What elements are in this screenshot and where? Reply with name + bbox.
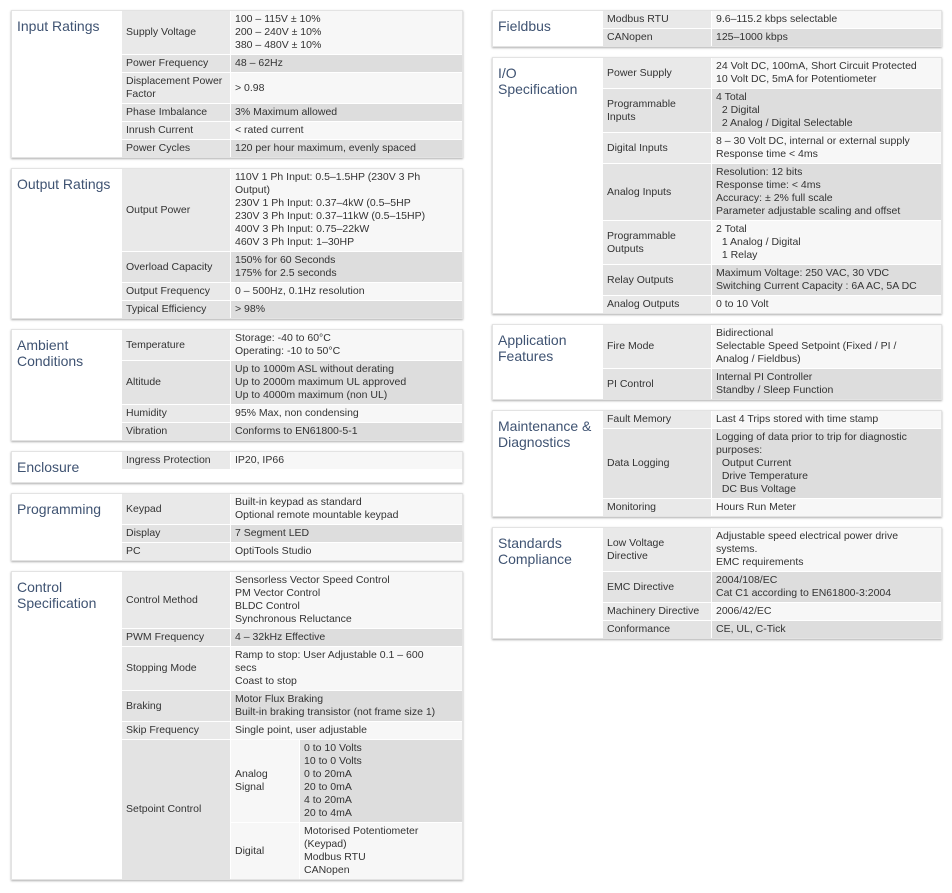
spec-value: [300, 740, 462, 822]
spec-row: [603, 528, 941, 571]
spec-value-line: EMC requirements: [716, 556, 804, 568]
spec-label: Programmable Outputs: [603, 221, 711, 264]
spec-value-line: 110V 1 Ph Input: 0.5–1.5HP (230V 3 Ph: [235, 171, 421, 183]
section-body: [122, 572, 462, 879]
spec-value-line: DC Bus Voltage: [716, 483, 796, 495]
spec-label: Monitoring: [603, 499, 711, 516]
spec-sub-label: Analog Signal: [231, 740, 299, 822]
spec-value-line: Cat C1 according to EN61800-3:2004: [716, 587, 892, 599]
spec-row: [122, 740, 462, 879]
spec-label: Fire Mode: [603, 325, 711, 368]
spec-row: [122, 283, 462, 300]
spec-value-line: 4 Total: [716, 91, 747, 103]
spec-value-line: IP20, IP66: [235, 454, 285, 466]
spec-value-line: Ramp to stop: User Adjustable 0.1 – 600: [235, 649, 424, 661]
spec-value-line: Modbus RTU: [304, 851, 366, 863]
spec-value-line: > 0.98: [235, 81, 265, 94]
spec-value: [712, 29, 941, 46]
spec-label: Setpoint Control: [122, 740, 230, 879]
spec-value-line: Up to 2000m maximum UL approved: [235, 376, 407, 388]
spec-value-line: Single point, user adjustable: [235, 724, 367, 736]
spec-value-line: Analog / Fieldbus): [716, 353, 801, 365]
spec-value-line: (Keypad): [304, 838, 347, 850]
spec-row: [603, 429, 941, 498]
section-body: [122, 330, 462, 440]
spec-row: [603, 296, 941, 313]
spec-value-line: 4 – 32kHz Effective: [235, 631, 326, 643]
spec-label: Analog Inputs: [603, 164, 711, 220]
spec-row: [122, 252, 462, 282]
spec-value-line: Drive Temperature: [716, 470, 809, 482]
spec-value-line: Accuracy: ± 2% full scale: [716, 192, 833, 204]
spec-value: [231, 525, 462, 542]
section-body: [603, 528, 941, 638]
spec-label: Control Method: [122, 572, 230, 628]
section-application-features: [492, 324, 942, 400]
section-title: Output Ratings: [17, 176, 111, 192]
spec-row: [603, 221, 941, 264]
spec-value: [712, 528, 941, 571]
spec-value-line: Selectable Speed Setpoint (Fixed / PI /: [716, 340, 897, 352]
spec-row: [122, 55, 462, 72]
spec-value-line: OptiTools Studio: [235, 545, 312, 557]
spec-row: [122, 11, 462, 54]
spec-value-line: 0 to 10 Volt: [716, 298, 769, 310]
spec-value: [231, 494, 462, 524]
spec-row: [122, 543, 462, 560]
spec-label: Phase Imbalance: [122, 104, 230, 121]
spec-value-line: 230V 3 Ph Input: 0.37–11kW (0.5–15HP): [235, 210, 426, 222]
spec-label: Temperature: [122, 330, 230, 360]
spec-value: [231, 647, 462, 690]
spec-value-line: 125–1000 kbps: [716, 31, 788, 43]
spec-label: Typical Efficiency: [122, 301, 230, 318]
spec-label: Power Frequency: [122, 55, 230, 72]
section-title: I/O Specification: [498, 65, 578, 97]
spec-value-line: Logging of data prior to trip for diagnostic: [716, 431, 907, 443]
spec-label: Analog Outputs: [603, 296, 711, 313]
spec-label: Inrush Current: [122, 122, 230, 139]
spec-value-line: 3% Maximum allowed: [235, 106, 338, 118]
spec-row: [122, 525, 462, 542]
section-programming: [11, 493, 463, 561]
spec-label: PWM Frequency: [122, 629, 230, 646]
spec-value-line: 20 to 4mA: [304, 807, 352, 819]
section-fieldbus: [492, 10, 942, 47]
spec-row: [603, 621, 941, 638]
spec-row: [603, 265, 941, 295]
section-title: Input Ratings: [17, 18, 100, 34]
spec-value: [231, 452, 462, 469]
spec-value-line: 95% Max, non condensing: [235, 407, 359, 419]
section-io-specification: [492, 57, 942, 314]
spec-row: [603, 603, 941, 620]
spec-value-line: CE, UL, C-Tick: [716, 623, 786, 635]
section-body: [122, 169, 462, 318]
spec-value-line: Output): [235, 184, 271, 196]
spec-value: [231, 301, 462, 318]
spec-label: Output Frequency: [122, 283, 230, 300]
section-output-ratings: [11, 168, 463, 319]
spec-label: Overload Capacity: [122, 252, 230, 282]
spec-row: [603, 58, 941, 88]
spec-value: [231, 122, 462, 139]
spec-row: [122, 361, 462, 404]
spec-value-line: Output Current: [716, 457, 792, 469]
section-body: [122, 494, 462, 560]
spec-label: Stopping Mode: [122, 647, 230, 690]
spec-label: Low Voltage Directive: [603, 528, 711, 571]
spec-value-line: Motor Flux Braking: [235, 693, 324, 705]
spec-label: Vibration: [122, 423, 230, 440]
spec-row: [122, 572, 462, 628]
section-title: Fieldbus: [498, 18, 551, 34]
spec-value-line: Up to 4000m maximum (non UL): [235, 389, 388, 401]
spec-value-line: Storage: -40 to 60°C: [235, 332, 331, 344]
spec-value-line: Resolution: 12 bits: [716, 166, 803, 178]
spec-value: [231, 423, 462, 440]
spec-value: [231, 361, 462, 404]
spec-value: [231, 169, 462, 251]
spec-value-line: 150% for 60 Seconds: [235, 254, 336, 266]
spec-value-line: 2 Analog / Digital Selectable: [716, 117, 853, 129]
spec-value-line: > 98%: [235, 303, 266, 315]
right-spec-column: [492, 10, 942, 649]
spec-value-line: Built-in braking transistor (not frame size 1): [235, 706, 436, 718]
spec-row: [122, 73, 462, 103]
section-body: [603, 11, 941, 46]
spec-value: [712, 411, 941, 428]
spec-value: [231, 73, 462, 103]
spec-value: [712, 325, 941, 368]
spec-label: Ingress Protection: [122, 452, 230, 469]
spec-row: [603, 29, 941, 46]
spec-label: Braking: [122, 691, 230, 721]
spec-label: Fault Memory: [603, 411, 711, 428]
section-body: [122, 11, 462, 157]
spec-value: [712, 621, 941, 638]
spec-value-line: Sensorless Vector Speed Control: [235, 574, 390, 586]
spec-label: PI Control: [603, 369, 711, 399]
spec-value: [712, 265, 941, 295]
section-standards-compliance: [492, 527, 942, 639]
spec-label: Displacement Power Factor: [122, 73, 230, 103]
spec-row: [122, 629, 462, 646]
spec-sub-row: [231, 740, 462, 822]
spec-value: [231, 543, 462, 560]
spec-value: [231, 405, 462, 422]
spec-row: [122, 140, 462, 157]
spec-value-line: Coast to stop: [235, 675, 297, 687]
spec-value-line: 7 Segment LED: [235, 527, 310, 539]
spec-value-line: Conforms to EN61800-5-1: [235, 425, 358, 437]
spec-row: [603, 89, 941, 132]
section-ambient-conditions: [11, 329, 463, 441]
section-input-ratings: [11, 10, 463, 158]
spec-label: Keypad: [122, 494, 230, 524]
spec-value-line: 9.6–115.2 kbps selectable: [716, 13, 838, 25]
spec-value-line: 230V 1 Ph Input: 0.37–4kW (0.5–5HP: [235, 197, 411, 209]
spec-label: Relay Outputs: [603, 265, 711, 295]
spec-value-line: 120 per hour maximum, evenly spaced: [235, 142, 416, 154]
spec-value-line: 2 Total: [716, 223, 747, 235]
spec-value-line: 200 – 240V ± 10%: [235, 26, 322, 38]
spec-row: [603, 164, 941, 220]
spec-value-line: Synchronous Reluctance: [235, 613, 352, 625]
spec-row: [603, 572, 941, 602]
spec-label: CANopen: [603, 29, 711, 46]
spec-row: [122, 122, 462, 139]
spec-value-line: PM Vector Control: [235, 587, 321, 599]
section-title: Maintenance & Diagnostics: [498, 418, 592, 450]
spec-value-line: 2004/108/EC: [716, 574, 778, 586]
spec-value-line: 10 Volt DC, 5mA for Potentiometer: [716, 73, 877, 85]
spec-value-line: BLDC Control: [235, 600, 300, 612]
section-body: [122, 452, 462, 482]
spec-row: [603, 369, 941, 399]
spec-value: [231, 11, 462, 54]
spec-label: Skip Frequency: [122, 722, 230, 739]
spec-value-line: 0 to 10 Volts: [304, 742, 362, 754]
spec-row: [122, 691, 462, 721]
spec-value: [712, 221, 941, 264]
spec-value-line: 100 – 115V ± 10%: [235, 13, 321, 25]
spec-value-line: 1 Analog / Digital: [716, 236, 801, 248]
spec-value-line: Maximum Voltage: 250 VAC, 30 VDC: [716, 267, 890, 279]
spec-row: [603, 411, 941, 428]
spec-label: Digital Inputs: [603, 133, 711, 163]
spec-row: [122, 494, 462, 524]
spec-sub-table: [231, 740, 462, 879]
spec-value: [712, 11, 941, 28]
spec-value-line: 24 Volt DC, 100mA, Short Circuit Protected: [716, 60, 917, 72]
spec-value: [231, 104, 462, 121]
spec-value: [712, 369, 941, 399]
spec-value: [231, 283, 462, 300]
spec-value: [231, 691, 462, 721]
section-enclosure: [11, 451, 463, 483]
spec-label: Altitude: [122, 361, 230, 404]
spec-label: Output Power: [122, 169, 230, 251]
spec-value: [712, 58, 941, 88]
spec-value-line: CANopen: [304, 864, 350, 876]
spec-value: [712, 499, 941, 516]
spec-value-line: 0 to 20mA: [304, 768, 352, 780]
spec-value: [231, 629, 462, 646]
section-body: [603, 411, 941, 516]
spec-label: Power Cycles: [122, 140, 230, 157]
spec-value: [712, 296, 941, 313]
spec-value-line: 460V 3 Ph Input: 1–30HP: [235, 236, 355, 248]
spec-label: Data Logging: [603, 429, 711, 498]
spec-label: Supply Voltage: [122, 11, 230, 54]
section-title: Application Features: [498, 332, 567, 364]
spec-label: Power Supply: [603, 58, 711, 88]
spec-value-line: Switching Current Capacity : 6A AC, 5A DC: [716, 280, 917, 292]
spec-row: [122, 330, 462, 360]
section-title: Standards Compliance: [498, 535, 572, 567]
spec-value-line: Parameter adjustable scaling and offset: [716, 205, 901, 217]
spec-row: [122, 104, 462, 121]
spec-value-line: Up to 1000m ASL without derating: [235, 363, 394, 375]
spec-value-line: 48 – 62Hz: [235, 57, 283, 69]
spec-value: [231, 252, 462, 282]
spec-row: [122, 405, 462, 422]
spec-value-line: systems.: [716, 543, 758, 555]
spec-row: [603, 499, 941, 516]
spec-label: Humidity: [122, 405, 230, 422]
spec-sub-label: Digital: [231, 823, 299, 879]
section-title: Programming: [17, 501, 102, 517]
spec-value-line: Standby / Sleep Function: [716, 384, 834, 396]
spec-row: [603, 325, 941, 368]
spec-value-line: Response time: < 4ms: [716, 179, 821, 191]
spec-value: [300, 823, 462, 879]
spec-value-line: Adjustable speed electrical power drive: [716, 530, 899, 542]
spec-value: [231, 330, 462, 360]
spec-value-line: Hours Run Meter: [716, 501, 796, 513]
spec-value-line: 1 Relay: [716, 249, 758, 261]
spec-value-line: Last 4 Trips stored with time stamp: [716, 413, 879, 425]
spec-label: PC: [122, 543, 230, 560]
spec-value-line: < rated current: [235, 124, 304, 136]
spec-row: [122, 301, 462, 318]
spec-value: [712, 572, 941, 602]
spec-value-line: Operating: -10 to 50°C: [235, 345, 341, 357]
spec-value: [231, 140, 462, 157]
spec-value-line: Response time < 4ms: [716, 148, 818, 160]
left-spec-column: [11, 10, 463, 890]
spec-row: [603, 11, 941, 28]
section-title: Control Specification: [17, 579, 97, 611]
spec-value-line: purposes:: [716, 444, 763, 456]
spec-label: Display: [122, 525, 230, 542]
spec-value-line: 2 Digital: [716, 104, 760, 116]
spec-row: [122, 722, 462, 739]
spec-row: [122, 169, 462, 251]
section-control-specification: [11, 571, 463, 880]
spec-row: [122, 647, 462, 690]
spec-sub-row: [231, 823, 462, 879]
spec-value-line: secs: [235, 662, 257, 674]
section-title: Enclosure: [17, 459, 80, 475]
spec-value-line: 20 to 0mA: [304, 781, 352, 793]
section-body: [603, 58, 941, 313]
spec-row: [122, 452, 462, 469]
spec-label: Programmable Inputs: [603, 89, 711, 132]
spec-value-line: Internal PI Controller: [716, 371, 813, 383]
spec-value-line: 8 – 30 Volt DC, internal or external supply: [716, 135, 910, 147]
spec-label: Machinery Directive: [603, 603, 711, 620]
spec-value-line: Motorised Potentiometer: [304, 825, 419, 837]
spec-value: [231, 722, 462, 739]
spec-value-line: 0 – 500Hz, 0.1Hz resolution: [235, 285, 365, 297]
spec-value: [712, 164, 941, 220]
spec-label: Modbus RTU: [603, 11, 711, 28]
spec-label: Conformance: [603, 621, 711, 638]
spec-value-line: 2006/42/EC: [716, 605, 772, 617]
spec-value-line: 10 to 0 Volts: [304, 755, 362, 767]
spec-value: [712, 429, 941, 498]
spec-value: [712, 133, 941, 163]
spec-value: [712, 89, 941, 132]
spec-label: EMC Directive: [603, 572, 711, 602]
spec-value-line: Bidirectional: [716, 327, 774, 339]
section-body: [603, 325, 941, 399]
spec-value: [712, 603, 941, 620]
section-title: Ambient Conditions: [17, 337, 84, 369]
spec-value: [231, 55, 462, 72]
spec-row: [603, 133, 941, 163]
spec-value-line: 175% for 2.5 seconds: [235, 267, 337, 279]
spec-value-line: 4 to 20mA: [304, 794, 352, 806]
spec-value-line: Built-in keypad as standard: [235, 496, 362, 508]
spec-value-line: Optional remote mountable keypad: [235, 509, 399, 521]
section-maintenance-diagnostics: [492, 410, 942, 517]
spec-row: [122, 423, 462, 440]
spec-value-line: 380 – 480V ± 10%: [235, 39, 322, 51]
spec-value: [231, 572, 462, 628]
spec-value-line: 400V 3 Ph Input: 0.75–22kW: [235, 223, 370, 235]
